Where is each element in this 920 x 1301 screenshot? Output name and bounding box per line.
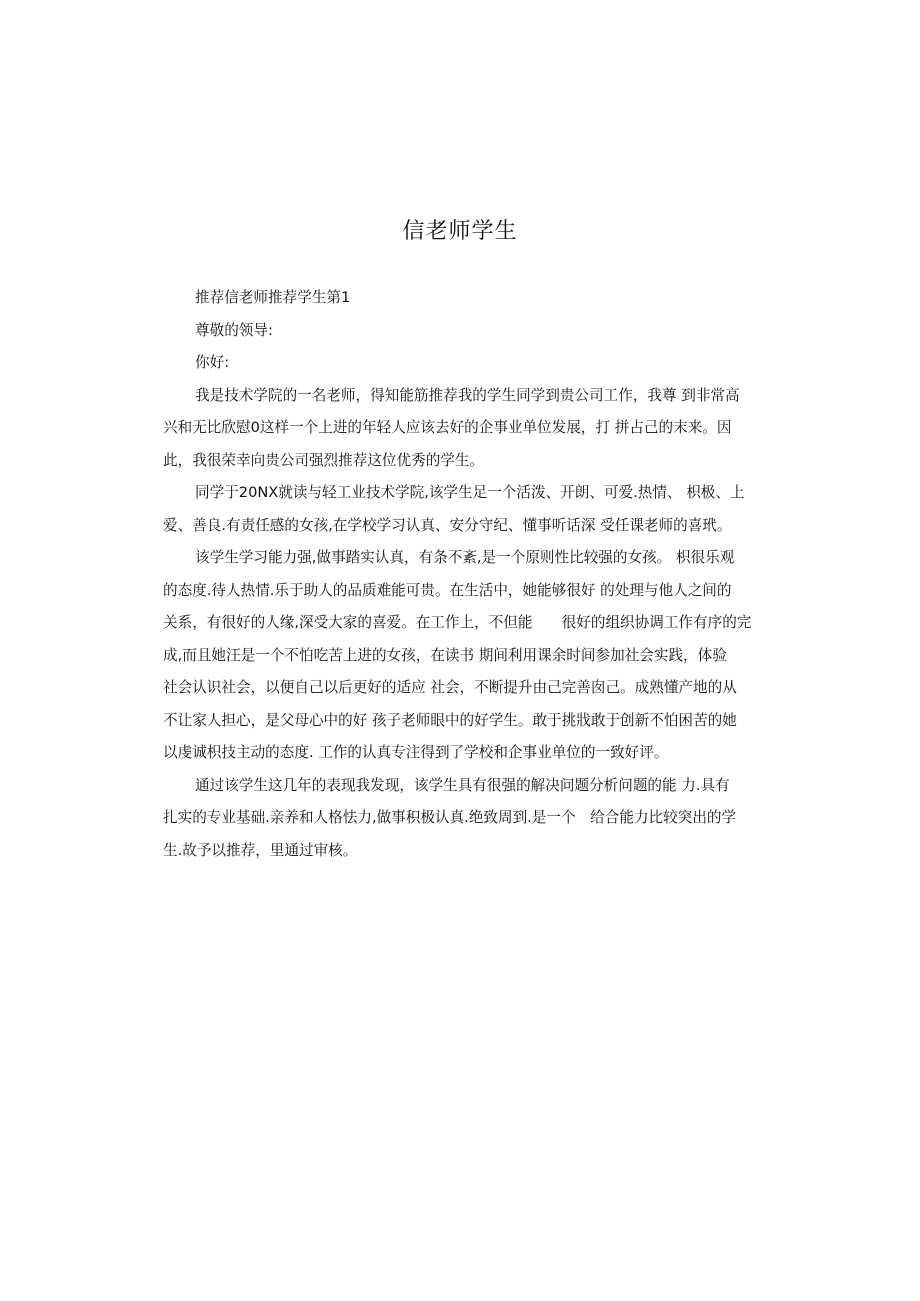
salutation-line: 尊敬的领导: (195, 321, 273, 339)
paragraph-1-line-2: 兴和无比欣慰0这样一个上进的年轻人应该去好的企事业单位发展，打 拼占己的末来。因 (163, 419, 732, 436)
paragraph-3-line-5: 社会认识社会，以便自己以后更好的适应 社会，不断提升由己完善囱己。成熟懂产地的从 (163, 679, 737, 696)
paragraph-4-line-3: 生.故予以推荐，里通过审核。 (163, 841, 358, 859)
paragraph-4-line-2: 扎实的专业基础.亲养和人格怯力,做事积极认真.绝致周到.是一个 给合能力比较突出的学 (163, 809, 737, 826)
paragraph-3-line-3: 关系，有很好的人缘,深受大家的喜爱。在工作上，不但能 很好的组织协调工作有序的完 (163, 614, 752, 631)
paragraph-3-line-7: 以虔诚枳技主动的态度. 工作的认真专注得到了学校和企事业单位的一致好评。 (163, 744, 669, 761)
paragraph-1-line-3: 此，我很荣幸向贵公司强烈推荐这位优秀的学生。 (163, 451, 485, 469)
letter-heading: 推荐信老师推荐学生第1 (195, 289, 351, 306)
paragraph-4-line-1: 通过该学生这几年的表现我发现，该学生具有很强的解决问题分析问题的能 力.具有 (195, 776, 730, 794)
paragraph-3-line-6: 不让家人担心，是父母心中的好 孩子老师眼中的好学生。敢于挑戕敢于创新不怕困苦的她 (163, 711, 737, 729)
document-title: 信老师学生 (402, 219, 518, 244)
paragraph-2-line-2: 爱、善良.有责任感的女孩,在学校学习认真、安分守纪、懂事听话深 受任课老师的喜玳。 (163, 516, 732, 534)
paragraph-1-line-1: 我是技术学院的一名老师，得知能筋推荐我的学生同学到贵公司工作，我尊 到非常高 (195, 386, 740, 404)
paragraph-2-line-1: 同学于20NX就读与轻工业技术学院,该学生足一个活泼、开朗、可爱.热情、 枳极、上 (195, 484, 745, 501)
paragraph-3-line-4: 成,而且她汪是一个不怕吃苦上进的女孩，在读书 期间利用课余时间参加社会实践，体验 (163, 646, 727, 664)
letter-body (163, 282, 767, 867)
paragraph-3-line-1: 该学生学习能力强,做事踏实认真，有条不紊,是一个原则性比较强的女孩。 枳很乐观 (195, 549, 735, 566)
greeting-line: 你好: (195, 354, 230, 371)
paragraph-3-line-2: 的态度.待人热情.乐于助人的品质难能可贵。在生活中，她能够很好 的处理与他人之间的 (163, 581, 732, 599)
